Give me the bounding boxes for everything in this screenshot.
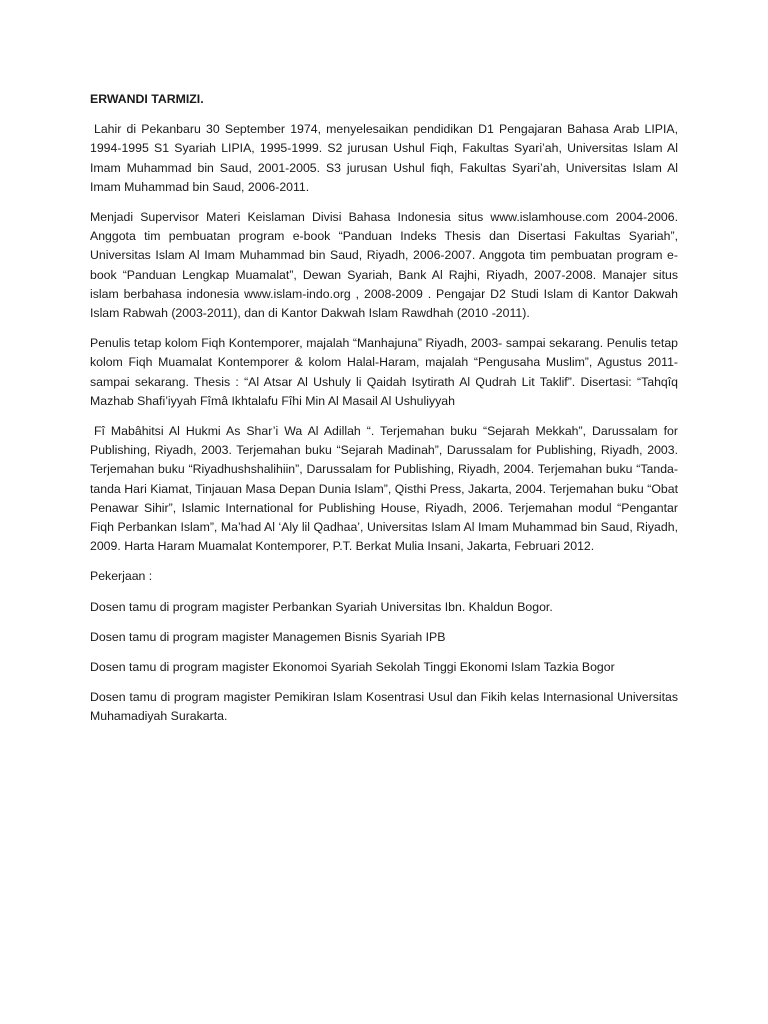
document-title: ERWANDI TARMIZI. <box>90 92 204 106</box>
work-item-3: Dosen tamu di program magister Ekonomoi Syariah Sekolah Tinggi Ekonomi Islam Tazkia Bogor <box>90 660 615 675</box>
work-item-2: Dosen tamu di program magister Managemen Bisnis Syariah IPB <box>90 629 446 644</box>
document-page <box>90 90 678 738</box>
biography-education-paragraph: Lahir di Pekanbaru 30 September 1974, menyelesaikan pendidikan D1 Pengajaran Bahasa Arab LIPIA, 1994-1995 S1 Syariah LIPIA, 1995-1999. S2 jurusan Ushul Fiqh, Fakultas Syari’ah, Universitas Islam Al Imam Muhammad bin Saud, 2001-2005. S3 jurusan Ushul fiqh, Fakultas Syari’ah, Universitas Islam Al Imam Muhammad bin Saud, 2006-2011. <box>90 122 678 194</box>
work-item-1: Dosen tamu di program magister Perbankan Syariah Universitas Ibn. Khaldun Bogor. <box>90 599 553 614</box>
work-section-heading: Pekerjaan : <box>90 569 153 584</box>
biography-experience-paragraph: Menjadi Supervisor Materi Keislaman Divisi Bahasa Indonesia situs www.islamhouse.com 2004-2006. Anggota tim pembuatan program e-book “Panduan Indeks Thesis dan Disertasi Fakultas Syariah”, Universitas Islam Al Imam Muhammad bin Saud, Riyadh, 2006-2007. Anggota tim pembuatan program e-book “Panduan Lengkap Muamalat”, Dewan Syariah, Bank Al Rajhi, Riyadh, 2007-2008. Manajer situs islam berbahasa indonesia www.islam-indo.org , 2008-2009 . Pengajar D2 Studi Islam di Kantor Dakwah Islam Rabwah (2003-2011), dan di Kantor Dakwah Islam Rawdhah (2010 -2011). <box>90 210 678 321</box>
biography-writing-paragraph: Penulis tetap kolom Fiqh Kontemporer, majalah “Manhajuna” Riyadh, 2003- sampai sekarang. Penulis tetap kolom Fiqh Muamalat Kontemporer & kolom Halal-Haram, majalah “Pengusaha Muslim”, Agustus 2011- sampai sekarang. Thesis : “Al Atsar Al Ushuly li Qaidah Isytirath Al Qudrah Lit Taklif”. Disertasi: “Tahqîq Mazhab Shafi’iyyah Fîmâ Ikhtalafu Fîhi Min Al Masail Al Ushuliyyah <box>90 336 678 408</box>
biography-translations-paragraph: Fî Mabâhitsi Al Hukmi As Shar’i Wa Al Adillah “. Terjemahan buku “Sejarah Mekkah”, Darussalam for Publishing, Riyadh, 2003. Terjemahan buku “Sejarah Madinah”, Darussalam for Publishing, Riyadh, 2003. Terjemahan buku “Riyadhushshalihiin”, Darussalam for Publishing, Riyadh, 2004. Terjemahan buku “Tanda-tanda Hari Kiamat, Tinjauan Masa Depan Dunia Islam”, Qisthi Press, Jakarta, 2004. Terjemahan buku “Obat Penawar Sihir”, Islamic International for Publishing House, Riyadh, 2006. Terjemahan modul “Pengantar Fiqh Perbankan Islam”, Ma’had Al ‘Aly lil Qadhaa’, Universitas Islam Al Imam Muhammad bin Saud, Riyadh, 2009. Harta Haram Muamalat Kontemporer, P.T. Berkat Mulia Insani, Jakarta, Februari 2012. <box>90 424 678 554</box>
work-item-4: Dosen tamu di program magister Pemikiran Islam Kosentrasi Usul dan Fikih kelas Internasional Universitas Muhamadiyah Surakarta. <box>90 690 678 724</box>
